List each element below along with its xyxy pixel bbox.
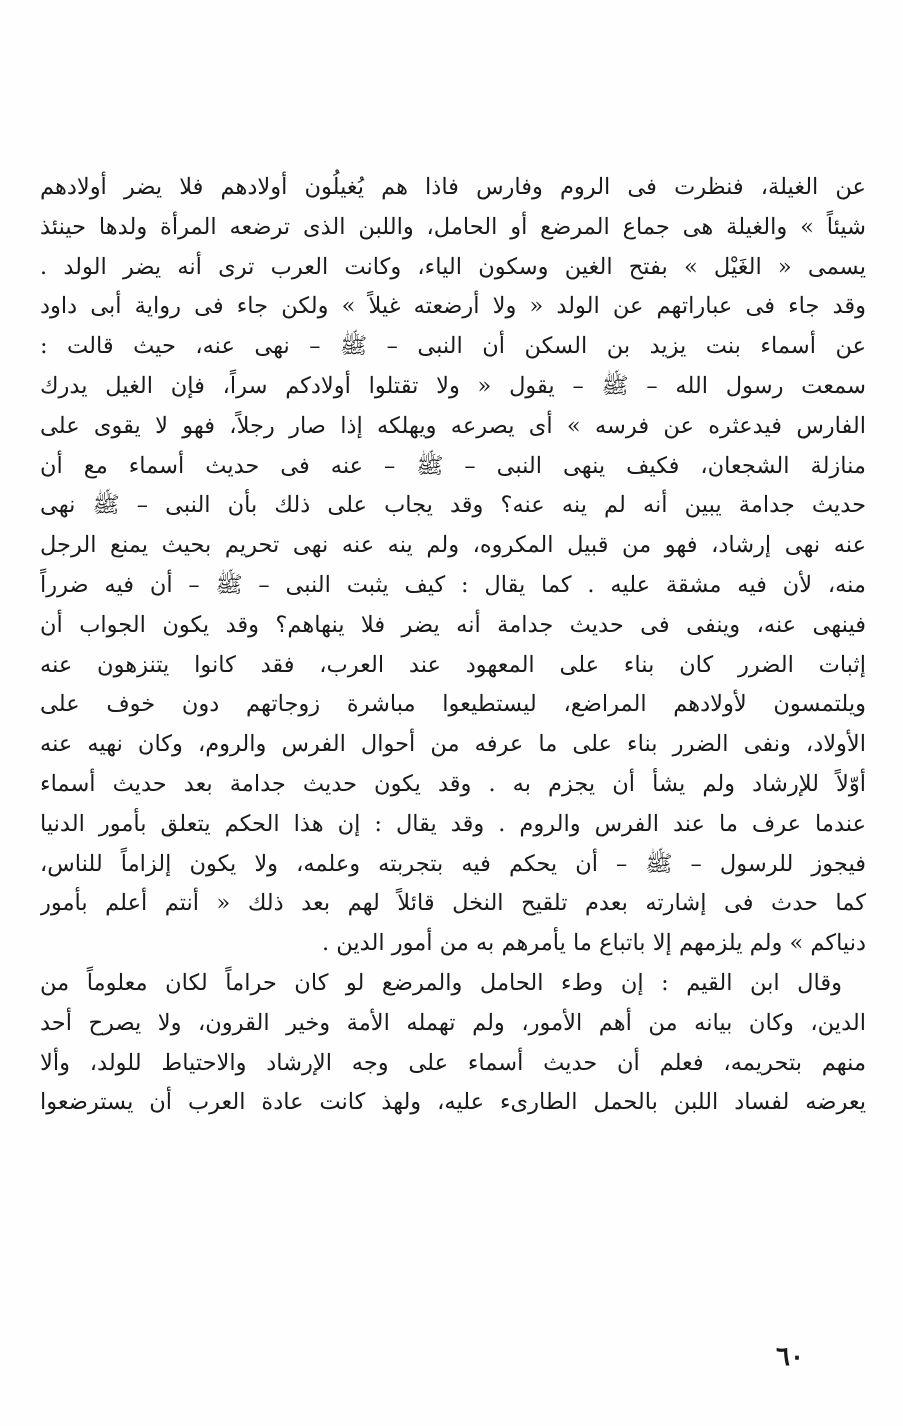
text-line: شيئاً » والغيلة هى جماع المرضع أو الحامل، واللبن الذى ترضعه المرأة ولدها حينئذ [40, 213, 866, 240]
text-line: حديث جدامة يبين أنه لم ينه عنه؟ وقد يجاب على ذلك بأن النبى – ﷺ نهى [40, 492, 866, 519]
paragraph [40, 168, 866, 964]
text-line: سمعت رسول الله – ﷺ – يقول « ولا تقتلوا أولادكم سراً، فإن الغيل يدرك [40, 372, 866, 399]
page-number: ٦٠ [776, 1342, 804, 1372]
text-line: إثبات الضرر كان بناء على المعهود عند العرب، فقد كانوا يتنزهون عنه [40, 651, 866, 678]
text-line: الفارس فيدعثره عن فرسه » أى يصرعه ويهلكه إذا صار رجلاً، فهو لا يقوى على [40, 412, 866, 439]
text-line: عن الغيلة، فنظرت فى الروم وفارس فاذا هم يُغيلُون أولادهم فلا يضر أولادهم [40, 174, 866, 200]
text-line: وقال ابن القيم : إن وطء الحامل والمرضع لو كان حراماً لكان معلوماً من [40, 969, 842, 996]
text-line: وقد جاء فى عباراتهم عن الولد « ولا أرضعته غيلاً » ولكن جاء فى رواية أبى داود [40, 293, 866, 320]
text-line: منازلة الشجعان، فكيف ينهى النبى – ﷺ – عنه فى حديث أسماء مع أن [40, 452, 866, 479]
text-line: يعرضه لفساد اللبن بالحمل الطارىء عليه، ولهذ كانت عادة العرب أن يسترضعوا [40, 1089, 866, 1116]
body-text [40, 168, 866, 1123]
text-line: عن أسماء بنت يزيد بن السكن أن النبى – ﷺ – نهى عنه، حيث قالت : [40, 333, 866, 360]
text-line: يسمى « الغَيْل » بفتح الغين وسكون الياء، وكانت العرب ترى أنه يضر الولد . [40, 253, 866, 280]
text-line: الدين، وكان بيانه من أهم الأمور، ولم تهمله الأمة وخير القرون، ولا يصرح أحد [40, 1009, 866, 1036]
text-line: ويلتمسون لأولادهم المراضع، ليستطيعوا مباشرة زوجاتهم دون خوف على [40, 691, 866, 718]
paragraph [40, 964, 866, 1123]
text-line: منه، لأن فيه مشقة عليه . كما يقال : كيف يثبت النبى – ﷺ – أن فيه ضرراً [40, 571, 866, 598]
text-line: كما حدث فى إشارته بعدم تلقيح النخل قائلاً لهم بعد ذلك « أنتم أعلم بأمور [40, 890, 866, 917]
text-line: أوّلاً للإرشاد ولم يشأ أن يجزم به . وقد يكون حديث جدامة بعد حديث أسماء [40, 770, 866, 797]
text-line: الأولاد، ونفى الضرر بناء على ما عرفه من أحوال الفرس والروم، وكان نهيه عنه [40, 731, 866, 758]
text-line: فينهى عنه، وينفى فى حديث جدامة أنه يضر فلا ينهاهم؟ وقد يكون الجواب أن [40, 611, 866, 638]
text-line: عنه نهى إرشاد، فهو من قبيل المكروه، ولم ينه عنه نهى تحريم بحيث يمنع الرجل [40, 532, 866, 559]
text-line: دنياكم » ولم يلزمهم إلا باتباع ما يأمرهم به من أمور الدين . [321, 930, 866, 957]
text-line: عندما عرف ما عند الفرس والروم . وقد يقال : إن هذا الحكم يتعلق بأمور الدنيا [40, 810, 866, 837]
text-line: منهم بتحريمه، فعلم أن حديث أسماء على وجه الإرشاد والاحتياط للولد، وألا [40, 1049, 866, 1076]
text-line: فيجوز للرسول – ﷺ – أن يحكم فيه بتجربته وعلمه، ولا يكون إلزاماً للناس، [40, 850, 866, 877]
